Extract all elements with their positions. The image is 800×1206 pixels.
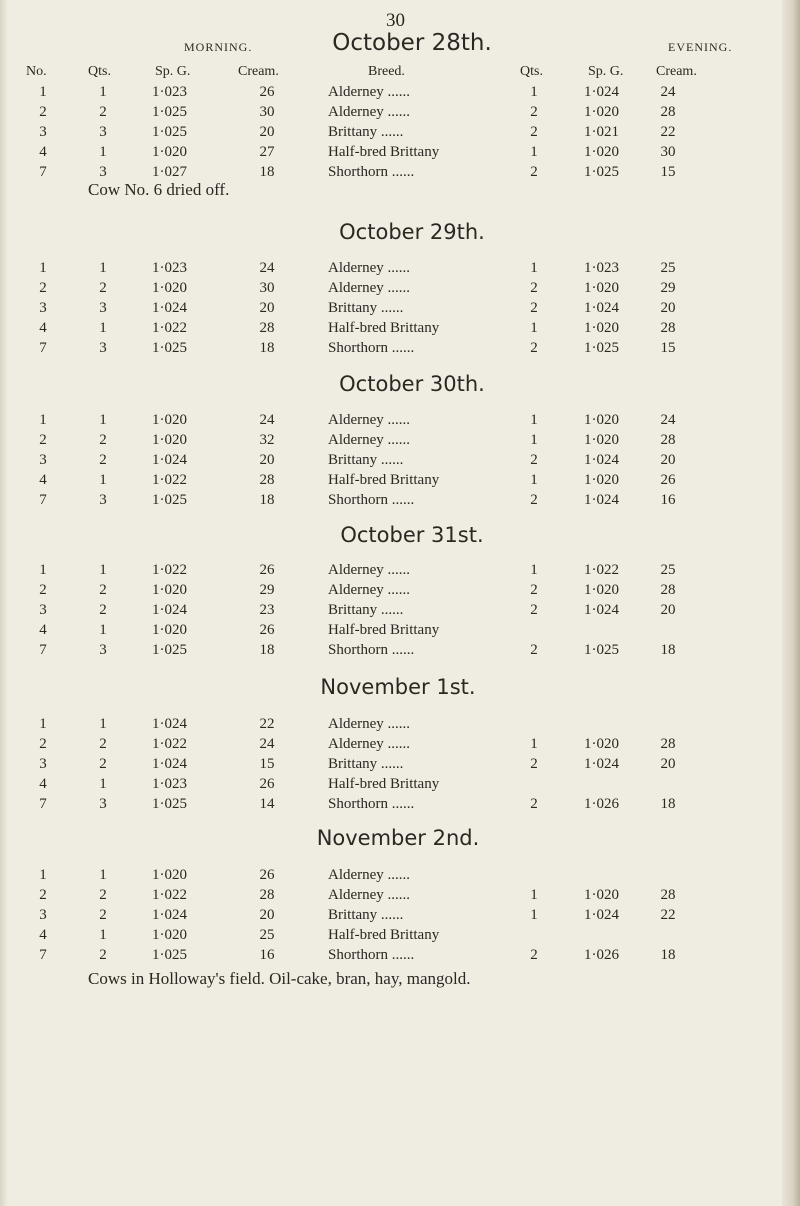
evening-specific-gravity-cell: 1·020 [584, 280, 619, 296]
breed-cell: Alderney ...... [328, 412, 411, 428]
evening-quarts-cell: 2 [530, 340, 538, 356]
morning-specific-gravity-cell: 1·022 [152, 562, 187, 578]
evening-cream-cell: 28 [660, 432, 676, 448]
table-row [0, 867, 780, 885]
evening-specific-gravity-cell: 1·025 [584, 164, 619, 180]
morning-specific-gravity-cell: 1·025 [152, 492, 187, 508]
evening-cream-cell: 28 [660, 887, 676, 903]
evening-specific-gravity-cell: 1·020 [584, 432, 619, 448]
evening-quarts-cell: 2 [530, 796, 538, 812]
evening-quarts-cell: 1 [530, 562, 538, 578]
morning-specific-gravity-cell: 1·020 [152, 622, 187, 638]
morning-cream-cell: 20 [259, 300, 275, 316]
breed-cell: Alderney ...... [328, 280, 411, 296]
morning-specific-gravity-cell: 1·025 [152, 947, 187, 963]
cow-number-cell: 3 [39, 300, 47, 316]
evening-specific-gravity-cell: 1·026 [584, 796, 619, 812]
evening-specific-gravity-cell: 1·024 [584, 452, 619, 468]
morning-specific-gravity-cell: 1·020 [152, 927, 187, 943]
table-row [0, 452, 780, 470]
evening-specific-gravity-cell: 1·020 [584, 736, 619, 752]
morning-cream-cell: 20 [259, 907, 275, 923]
evening-cream-cell: 20 [660, 602, 676, 618]
cow-number-cell: 1 [39, 260, 47, 276]
morning-quarts-cell: 3 [99, 796, 107, 812]
morning-quarts-cell: 2 [99, 452, 107, 468]
morning-specific-gravity-cell: 1·020 [152, 432, 187, 448]
evening-cream-cell: 22 [660, 907, 676, 923]
table-row [0, 642, 780, 660]
breed-cell: Half-bred Brittany [328, 320, 440, 336]
morning-cream-cell: 18 [259, 340, 275, 356]
evening-cream-cell: 22 [660, 124, 676, 140]
evening-cream-cell: 30 [660, 144, 676, 160]
evening-quarts-cell: 1 [530, 260, 538, 276]
table-row [0, 562, 780, 580]
morning-cream-cell: 15 [259, 756, 275, 772]
evening-specific-gravity-cell: 1·020 [584, 412, 619, 428]
evening-quarts-cell: 1 [530, 144, 538, 160]
morning-quarts-cell: 2 [99, 582, 107, 598]
morning-specific-gravity-cell: 1·025 [152, 796, 187, 812]
breed-cell: Half-bred Brittany [328, 472, 440, 488]
table-row [0, 796, 780, 814]
evening-quarts-cell: 1 [530, 320, 538, 336]
evening-cream-cell: 28 [660, 320, 676, 336]
header-sp-g: Sp. G. [155, 64, 191, 79]
morning-cream-cell: 16 [259, 947, 275, 963]
header-evening-cream: Cream. [656, 64, 697, 79]
morning-specific-gravity-cell: 1·020 [152, 144, 187, 160]
morning-specific-gravity-cell: 1·022 [152, 887, 187, 903]
breed-cell: Half-bred Brittany [328, 927, 440, 943]
morning-cream-cell: 24 [259, 736, 275, 752]
breed-cell: Alderney ...... [328, 716, 411, 732]
breed-cell: Alderney ...... [328, 887, 411, 903]
evening-quarts-cell: 2 [530, 104, 538, 120]
evening-specific-gravity-cell: 1·024 [584, 602, 619, 618]
morning-specific-gravity-cell: 1·023 [152, 260, 187, 276]
evening-specific-gravity-cell: 1·024 [584, 907, 619, 923]
breed-cell: Brittany ...... [328, 124, 404, 140]
breed-cell: Alderney ...... [328, 84, 411, 100]
evening-cream-cell: 28 [660, 736, 676, 752]
table-row [0, 716, 780, 734]
morning-cream-cell: 26 [259, 84, 275, 100]
header-evening-sp-g: Sp. G. [588, 64, 624, 79]
evening-quarts-cell: 2 [530, 582, 538, 598]
morning-cream-cell: 26 [259, 622, 275, 638]
cow-number-cell: 3 [39, 452, 47, 468]
header-no: No. [26, 64, 47, 79]
cow-number-cell: 4 [39, 622, 47, 638]
evening-cream-cell: 28 [660, 582, 676, 598]
evening-specific-gravity-cell: 1·025 [584, 642, 619, 658]
morning-specific-gravity-cell: 1·025 [152, 340, 187, 356]
cow-number-cell: 7 [39, 642, 47, 658]
morning-specific-gravity-cell: 1·024 [152, 716, 187, 732]
table-row [0, 947, 780, 965]
morning-specific-gravity-cell: 1·022 [152, 736, 187, 752]
morning-cream-cell: 28 [259, 887, 275, 903]
morning-cream-cell: 18 [259, 492, 275, 508]
table-row [0, 927, 780, 945]
morning-label: MORNING. [184, 40, 253, 54]
cow-number-cell: 4 [39, 144, 47, 160]
evening-specific-gravity-cell: 1·020 [584, 320, 619, 336]
section-date-title: October 29th. [339, 220, 485, 244]
evening-cream-cell: 18 [660, 947, 676, 963]
morning-specific-gravity-cell: 1·022 [152, 472, 187, 488]
morning-cream-cell: 32 [259, 432, 275, 448]
cow-number-cell: 4 [39, 927, 47, 943]
morning-quarts-cell: 3 [99, 340, 107, 356]
evening-quarts-cell: 2 [530, 756, 538, 772]
evening-cream-cell: 25 [660, 562, 676, 578]
evening-quarts-cell: 2 [530, 492, 538, 508]
morning-specific-gravity-cell: 1·023 [152, 84, 187, 100]
header-cream: Cream. [238, 64, 279, 79]
section-note: Cow No. 6 dried off. [88, 180, 230, 199]
morning-quarts-cell: 1 [99, 412, 107, 428]
morning-quarts-cell: 1 [99, 144, 107, 160]
header-qts: Qts. [88, 64, 111, 79]
evening-cream-cell: 15 [660, 164, 676, 180]
morning-specific-gravity-cell: 1·020 [152, 582, 187, 598]
evening-cream-cell: 20 [660, 756, 676, 772]
cow-number-cell: 1 [39, 84, 47, 100]
evening-specific-gravity-cell: 1·020 [584, 104, 619, 120]
evening-specific-gravity-cell: 1·020 [584, 472, 619, 488]
breed-cell: Brittany ...... [328, 452, 404, 468]
evening-specific-gravity-cell: 1·024 [584, 84, 619, 100]
breed-cell: Alderney ...... [328, 736, 411, 752]
morning-quarts-cell: 1 [99, 260, 107, 276]
morning-quarts-cell: 1 [99, 562, 107, 578]
cow-number-cell: 3 [39, 124, 47, 140]
morning-cream-cell: 26 [259, 562, 275, 578]
table-row [0, 124, 780, 142]
table-row [0, 320, 780, 338]
evening-quarts-cell: 2 [530, 164, 538, 180]
evening-specific-gravity-cell: 1·021 [584, 124, 619, 140]
morning-specific-gravity-cell: 1·025 [152, 124, 187, 140]
morning-quarts-cell: 2 [99, 602, 107, 618]
cow-number-cell: 2 [39, 432, 47, 448]
cow-number-cell: 4 [39, 320, 47, 336]
evening-quarts-cell: 2 [530, 124, 538, 140]
evening-cream-cell: 29 [660, 280, 676, 296]
breed-cell: Shorthorn ...... [328, 164, 415, 180]
morning-cream-cell: 23 [259, 602, 275, 618]
morning-specific-gravity-cell: 1·022 [152, 320, 187, 336]
morning-cream-cell: 20 [259, 452, 275, 468]
cow-number-cell: 7 [39, 796, 47, 812]
evening-specific-gravity-cell: 1·020 [584, 887, 619, 903]
evening-quarts-cell: 2 [530, 280, 538, 296]
morning-specific-gravity-cell: 1·020 [152, 867, 187, 883]
evening-quarts-cell: 1 [530, 412, 538, 428]
table-row [0, 492, 780, 510]
morning-quarts-cell: 3 [99, 164, 107, 180]
cow-number-cell: 2 [39, 736, 47, 752]
breed-cell: Shorthorn ...... [328, 947, 415, 963]
morning-quarts-cell: 1 [99, 927, 107, 943]
evening-cream-cell: 16 [660, 492, 676, 508]
breed-cell: Alderney ...... [328, 582, 411, 598]
morning-cream-cell: 18 [259, 164, 275, 180]
morning-quarts-cell: 3 [99, 124, 107, 140]
morning-cream-cell: 30 [259, 104, 275, 120]
morning-specific-gravity-cell: 1·020 [152, 412, 187, 428]
table-row [0, 907, 780, 925]
evening-cream-cell: 18 [660, 796, 676, 812]
morning-cream-cell: 30 [259, 280, 275, 296]
table-row [0, 260, 780, 278]
page-number: 30 [386, 10, 405, 31]
breed-cell: Shorthorn ...... [328, 340, 415, 356]
evening-label: EVENING. [668, 40, 733, 54]
evening-cream-cell: 28 [660, 104, 676, 120]
evening-specific-gravity-cell: 1·024 [584, 300, 619, 316]
evening-quarts-cell: 1 [530, 736, 538, 752]
morning-quarts-cell: 2 [99, 104, 107, 120]
evening-quarts-cell: 2 [530, 300, 538, 316]
morning-cream-cell: 26 [259, 776, 275, 792]
morning-cream-cell: 24 [259, 412, 275, 428]
morning-specific-gravity-cell: 1·023 [152, 776, 187, 792]
morning-cream-cell: 26 [259, 867, 275, 883]
cow-number-cell: 4 [39, 776, 47, 792]
morning-specific-gravity-cell: 1·025 [152, 104, 187, 120]
breed-cell: Brittany ...... [328, 602, 404, 618]
cow-number-cell: 4 [39, 472, 47, 488]
header-evening-qts: Qts. [520, 64, 543, 79]
breed-cell: Shorthorn ...... [328, 796, 415, 812]
cow-number-cell: 2 [39, 582, 47, 598]
cow-number-cell: 1 [39, 562, 47, 578]
column-headers [0, 64, 780, 82]
table-row [0, 432, 780, 450]
table-row [0, 736, 780, 754]
section-note: Cows in Holloway's field. Oil-cake, bran, hay, mangold. [88, 969, 471, 988]
table-row [0, 340, 780, 358]
morning-cream-cell: 14 [259, 796, 275, 812]
breed-cell: Half-bred Brittany [328, 622, 440, 638]
evening-specific-gravity-cell: 1·024 [584, 756, 619, 772]
table-row [0, 144, 780, 162]
cow-number-cell: 7 [39, 340, 47, 356]
breed-cell: Brittany ...... [328, 907, 404, 923]
page-edge [782, 0, 800, 1206]
morning-specific-gravity-cell: 1·024 [152, 907, 187, 923]
table-row [0, 887, 780, 905]
morning-specific-gravity-cell: 1·024 [152, 452, 187, 468]
evening-cream-cell: 18 [660, 642, 676, 658]
evening-specific-gravity-cell: 1·023 [584, 260, 619, 276]
evening-specific-gravity-cell: 1·024 [584, 492, 619, 508]
breed-cell: Brittany ...... [328, 300, 404, 316]
evening-quarts-cell: 2 [530, 642, 538, 658]
evening-quarts-cell: 1 [530, 84, 538, 100]
evening-quarts-cell: 1 [530, 887, 538, 903]
header-breed: Breed. [368, 64, 405, 79]
morning-specific-gravity-cell: 1·025 [152, 642, 187, 658]
morning-cream-cell: 25 [259, 927, 275, 943]
morning-quarts-cell: 3 [99, 642, 107, 658]
morning-quarts-cell: 1 [99, 472, 107, 488]
morning-specific-gravity-cell: 1·024 [152, 300, 187, 316]
table-row [0, 280, 780, 298]
evening-cream-cell: 25 [660, 260, 676, 276]
evening-specific-gravity-cell: 1·022 [584, 562, 619, 578]
table-row [0, 776, 780, 794]
table-row [0, 756, 780, 774]
cow-number-cell: 1 [39, 412, 47, 428]
morning-quarts-cell: 1 [99, 84, 107, 100]
breed-cell: Alderney ...... [328, 432, 411, 448]
evening-quarts-cell: 2 [530, 452, 538, 468]
morning-quarts-cell: 2 [99, 736, 107, 752]
morning-cream-cell: 20 [259, 124, 275, 140]
morning-quarts-cell: 1 [99, 776, 107, 792]
evening-cream-cell: 20 [660, 300, 676, 316]
evening-quarts-cell: 1 [530, 472, 538, 488]
breed-cell: Alderney ...... [328, 260, 411, 276]
cow-number-cell: 7 [39, 492, 47, 508]
evening-cream-cell: 24 [660, 412, 676, 428]
morning-cream-cell: 27 [259, 144, 275, 160]
section-date-title: November 2nd. [316, 826, 480, 850]
evening-specific-gravity-cell: 1·020 [584, 144, 619, 160]
breed-cell: Alderney ...... [328, 104, 411, 120]
morning-quarts-cell: 3 [99, 492, 107, 508]
breed-cell: Shorthorn ...... [328, 642, 415, 658]
morning-quarts-cell: 2 [99, 947, 107, 963]
table-row [0, 300, 780, 318]
section-date-title: November 1st. [320, 675, 476, 699]
table-row [0, 472, 780, 490]
evening-specific-gravity-cell: 1·020 [584, 582, 619, 598]
evening-cream-cell: 24 [660, 84, 676, 100]
cow-number-cell: 3 [39, 756, 47, 772]
cow-number-cell: 2 [39, 280, 47, 296]
section-date-title: October 30th. [339, 372, 485, 396]
cow-number-cell: 7 [39, 947, 47, 963]
cow-number-cell: 2 [39, 104, 47, 120]
cow-number-cell: 3 [39, 907, 47, 923]
table-row [0, 84, 780, 102]
table-row [0, 104, 780, 122]
morning-quarts-cell: 2 [99, 432, 107, 448]
evening-cream-cell: 26 [660, 472, 676, 488]
evening-quarts-cell: 2 [530, 947, 538, 963]
evening-quarts-cell: 1 [530, 432, 538, 448]
section-date-title: October 28th. [332, 30, 492, 56]
morning-specific-gravity-cell: 1·027 [152, 164, 187, 180]
evening-quarts-cell: 1 [530, 907, 538, 923]
morning-quarts-cell: 1 [99, 320, 107, 336]
morning-cream-cell: 18 [259, 642, 275, 658]
breed-cell: Brittany ...... [328, 756, 404, 772]
morning-specific-gravity-cell: 1·024 [152, 602, 187, 618]
table-row [0, 412, 780, 430]
morning-cream-cell: 28 [259, 472, 275, 488]
table-row [0, 622, 780, 640]
evening-cream-cell: 20 [660, 452, 676, 468]
morning-quarts-cell: 2 [99, 887, 107, 903]
breed-cell: Alderney ...... [328, 867, 411, 883]
morning-quarts-cell: 1 [99, 622, 107, 638]
breed-cell: Half-bred Brittany [328, 144, 440, 160]
morning-quarts-cell: 1 [99, 716, 107, 732]
evening-cream-cell: 15 [660, 340, 676, 356]
cow-number-cell: 3 [39, 602, 47, 618]
breed-cell: Half-bred Brittany [328, 776, 440, 792]
morning-cream-cell: 29 [259, 582, 275, 598]
morning-quarts-cell: 2 [99, 907, 107, 923]
breed-cell: Alderney ...... [328, 562, 411, 578]
cow-number-cell: 1 [39, 716, 47, 732]
morning-quarts-cell: 2 [99, 756, 107, 772]
evening-quarts-cell: 2 [530, 602, 538, 618]
morning-specific-gravity-cell: 1·020 [152, 280, 187, 296]
morning-cream-cell: 22 [259, 716, 275, 732]
breed-cell: Shorthorn ...... [328, 492, 415, 508]
evening-specific-gravity-cell: 1·026 [584, 947, 619, 963]
section-date-title: October 31st. [340, 523, 484, 547]
cow-number-cell: 2 [39, 887, 47, 903]
table-row [0, 582, 780, 600]
cow-number-cell: 7 [39, 164, 47, 180]
morning-specific-gravity-cell: 1·024 [152, 756, 187, 772]
morning-cream-cell: 24 [259, 260, 275, 276]
morning-quarts-cell: 1 [99, 867, 107, 883]
cow-number-cell: 1 [39, 867, 47, 883]
morning-quarts-cell: 3 [99, 300, 107, 316]
evening-specific-gravity-cell: 1·025 [584, 340, 619, 356]
morning-cream-cell: 28 [259, 320, 275, 336]
table-row [0, 602, 780, 620]
morning-quarts-cell: 2 [99, 280, 107, 296]
